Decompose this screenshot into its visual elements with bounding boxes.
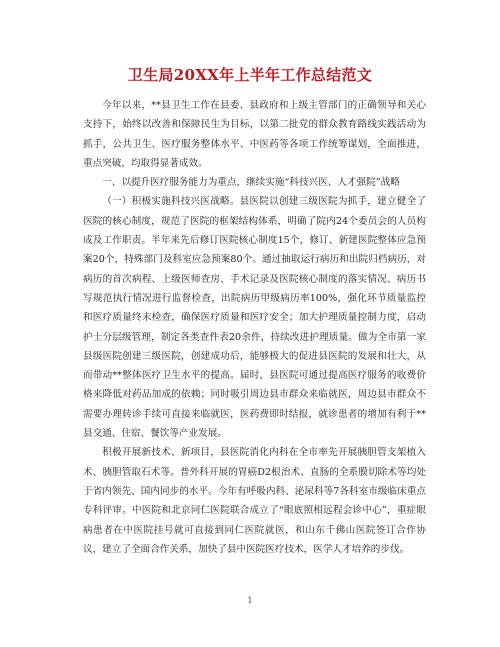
document-title: 卫生局20XX年上半年工作总结范文 <box>127 66 373 84</box>
paragraph-intro: 今年以来，**县卫生工作在县委、县政府和上级主管部门的正确领导和关心支持下，始终以改善和保障民生为目标，以第二批党的群众教育路线实践活动为抓手，公共卫生、医疗服务整体水平、中医药等各项工作统筹谋划，全面推进，重点突破，均取得显著成效。 <box>83 100 426 169</box>
page-number: 1 <box>247 596 253 605</box>
section-heading-1: 一、以提升医疗服务能力为重点，继续实施“科技兴医、人才强院”战略 <box>102 177 400 189</box>
document-body <box>83 96 426 559</box>
paragraph-tech-strategy: （一）积极实施科技兴医战略。县医院以创建三级医院为抓手，建立健全了医院的核心制度，规范了医院的框架结构体系，明确了院内24个委员会的人员构成及工作职责。半年来先后修订医院核心制度15个，修订、新建医院整体应急预案20个，特殊部门及科室应急预案80个。通过抽取运行病历和出院归档病历，对病历的首次病程、上级医师查房、手术记录及医院核心制度的落实情况、病历书写规范执行情况进行监督检查，出院病历甲级病历率100%，强化环节质量监控和医疗质量终末检查，确保医疗质量和医疗安全；加大护理质量控制力度，启动护士分层级管理，制定各类查件表20余件，持续改进护理质量。做为全市第一家县级医院创建三级医院，创建成功后，能够极大的促进县医院的发展和壮大，从而带动**整体医疗卫生水平的提高。届时，县医院可通过提高医疗服务的收费价格来降低对药品加成的依赖；同时吸引周边县市群众来临就医，周边县市群众不需要办理转诊手续可直接来临就医，医药费即时结报，就诊患者的增加有利于**县交通、住宿、餐饮等产业发展。 <box>83 196 426 440</box>
paragraph-new-tech: 积极开展新技术、新项目，县医院消化内科在全市率先开展胰胆管支架植入术、胰胆管取石术等。普外科开展的胃癌D2根治术、直肠的全系膜切除术等均处于省内领先、国内同步的水平。今年有呼吸内科、泌尿科等7各科室市级临床重点专科评审。中医院和北京同仁医院联合成立了“眼底照相远程会诊中心”，重症眼病患者在中医院挂号就可直接到同仁医院就医，和山东千佛山医院签订合作协议，建立了全面合作关系，加快了县中医院医疗技术，医学人才培养的步伐。 <box>83 447 426 555</box>
